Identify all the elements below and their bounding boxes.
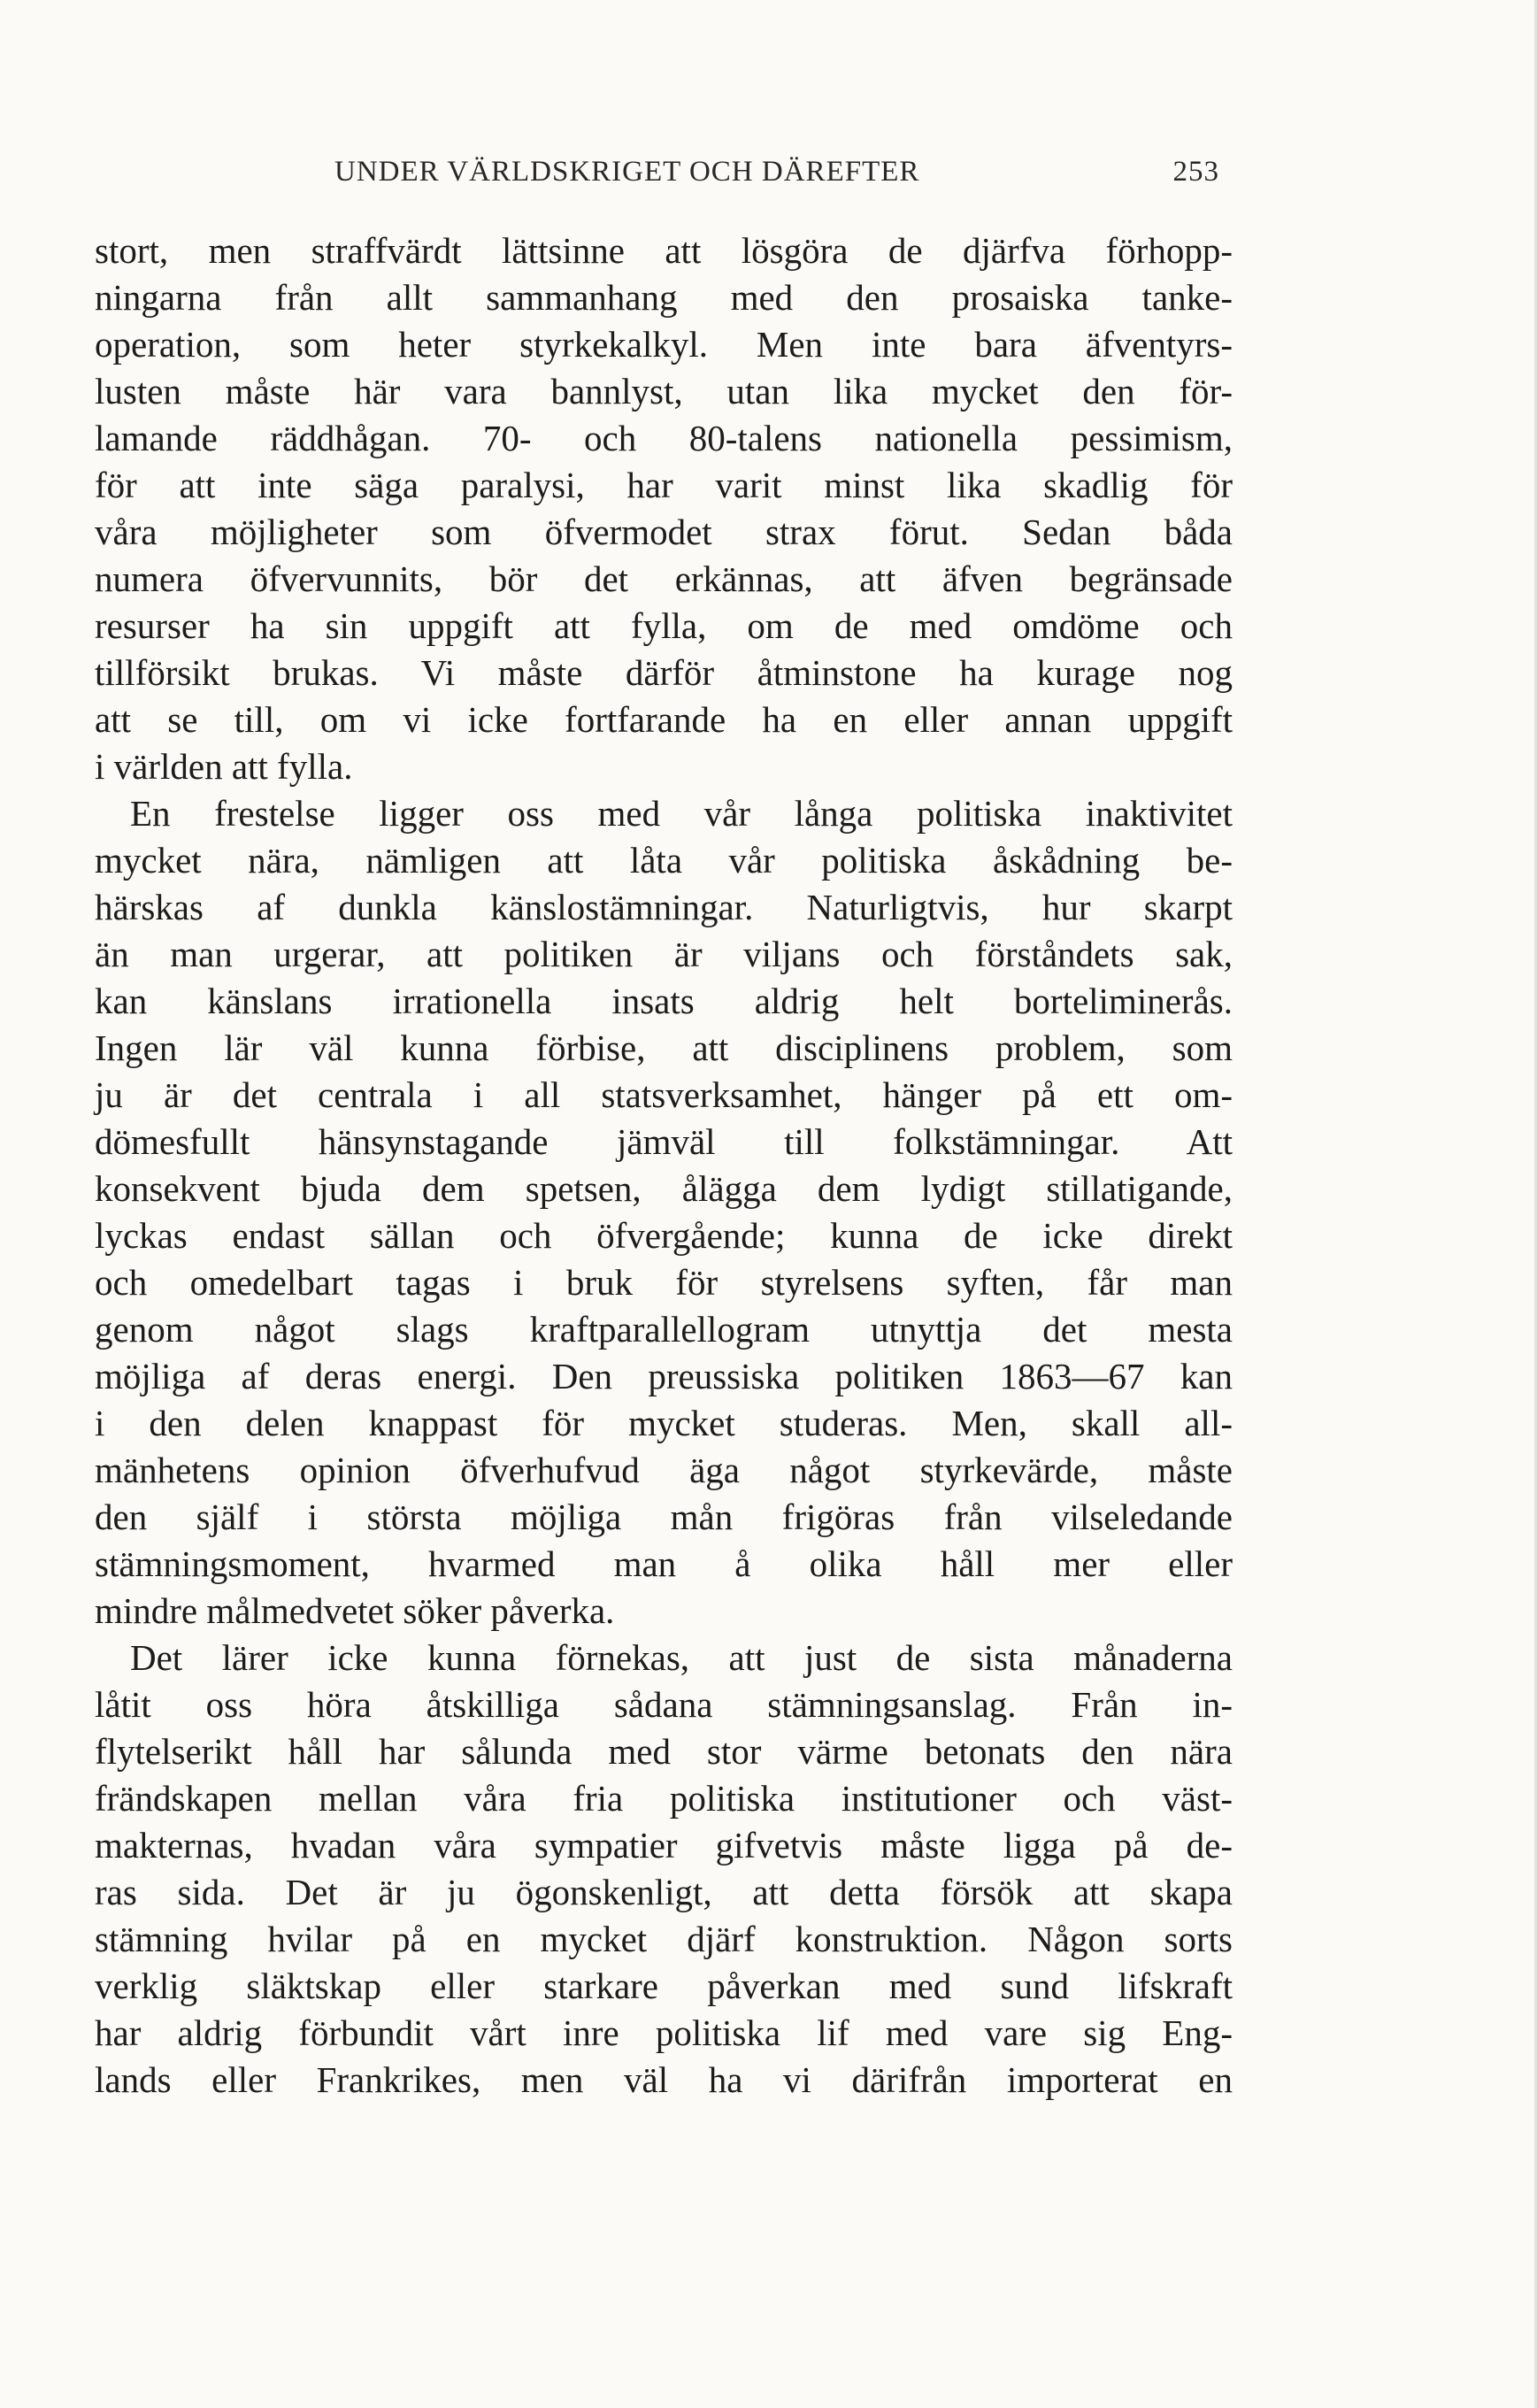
text-line: stämning hvilar på en mycket djärf konstruktion. Någon sorts [95, 1919, 1233, 1959]
text-line: lamande räddhågan. 70- och 80-talens nationella pessimism, [95, 418, 1233, 458]
text-line: genom något slags kraftparallellogram utnyttja det mesta [95, 1309, 1233, 1350]
text-line: mänhetens opinion öfverhufvud äga något styrkevärde, måste [95, 1450, 1233, 1490]
text-line: Det lärer icke kunna förnekas, att just de sista månaderna [130, 1637, 1233, 1678]
text-line: Ingen lär väl kunna förbise, att disciplinens problem, som [95, 1027, 1233, 1068]
text-line: numera öfvervunnits, bör det erkännas, att äfven begränsade [95, 558, 1233, 599]
text-line: stort, men straffvärdt lättsinne att lösgöra de djärfva förhopp- [95, 230, 1233, 271]
text-line: En frestelse ligger oss med vår långa politiska inaktivitet [130, 793, 1233, 834]
text-line: stämningsmoment, hvarmed man å olika håll mer eller [95, 1543, 1233, 1584]
text-line: möjliga af deras energi. Den preussiska politiken 1863—67 kan [95, 1356, 1233, 1396]
text-line: ju är det centrala i all statsverksamhet, hänger på ett om- [95, 1074, 1233, 1115]
text-line: att se till, om vi icke fortfarande ha en eller annan uppgift [95, 699, 1233, 740]
text-line: ras sida. Det är ju ögonskenligt, att detta försök att skapa [95, 1872, 1233, 1912]
text-line: den själf i största möjliga mån frigöras från vilseledande [95, 1496, 1233, 1537]
text-line: för att inte säga paralysi, har varit minst lika skadlig för [95, 465, 1233, 505]
text-line: i den delen knappast för mycket studeras. Men, skall all- [95, 1403, 1233, 1443]
text-line: mycket nära, nämligen att låta vår politiska åskådning be- [95, 840, 1233, 881]
text-line: resurser ha sin uppgift att fylla, om de med omdöme och [95, 605, 1233, 646]
page-number: 253 [1172, 156, 1219, 188]
text-line: har aldrig förbundit vårt inre politiska lif med vare sig Eng- [95, 2012, 1233, 2053]
text-line: frändskapen mellan våra fria politiska institutioner och väst- [95, 1778, 1233, 1819]
text-line: lyckas endast sällan och öfvergående; kunna de icke direkt [95, 1215, 1233, 1256]
text-line: mindre målmedvetet söker påverka. [95, 1590, 615, 1631]
text-line: lands eller Frankrikes, men väl ha vi därifrån importerat en [95, 2059, 1233, 2100]
text-line: makternas, hvadan våra sympatier gifvetvis måste ligga på de- [95, 1825, 1233, 1866]
text-line: härskas af dunkla känslostämningar. Naturligtvis, hur skarpt [95, 887, 1233, 927]
text-line: verklig släktskap eller starkare påverkan med sund lifskraft [95, 1966, 1233, 2006]
text-line: låtit oss höra åtskilliga sådana stämningsanslag. Från in- [95, 1684, 1233, 1725]
text-line: våra möjligheter som öfvermodet strax förut. Sedan båda [95, 512, 1233, 552]
text-line: och omedelbart tagas i bruk för styrelsens syften, får man [95, 1262, 1233, 1303]
page-header [334, 156, 1219, 198]
text-line: än man urgerar, att politiken är viljans och förståndets sak, [95, 934, 1233, 974]
text-line: flytelserikt håll har sålunda med stor värme betonats den nära [95, 1731, 1233, 1772]
body-text [95, 227, 1233, 2104]
running-title: UNDER VÄRLDSKRIGET OCH DÄREFTER [334, 156, 920, 188]
text-line: operation, som heter styrkekalkyl. Men inte bara äfventyrs- [95, 324, 1233, 365]
text-line: dömesfullt hänsynstagande jämväl till folkstämningar. Att [95, 1121, 1233, 1162]
text-line: lusten måste här vara bannlyst, utan lika mycket den för- [95, 371, 1233, 412]
text-line: konsekvent bjuda dem spetsen, ålägga dem lydigt stillatigande, [95, 1168, 1233, 1209]
text-line: tillförsikt brukas. Vi måste därför åtminstone ha kurage nog [95, 652, 1233, 693]
text-line: ningarna från allt sammanhang med den prosaiska tanke- [95, 277, 1233, 318]
text-line: i världen att fylla. [95, 746, 353, 787]
text-line: kan känslans irrationella insats aldrig helt borteliminerås. [95, 981, 1233, 1021]
